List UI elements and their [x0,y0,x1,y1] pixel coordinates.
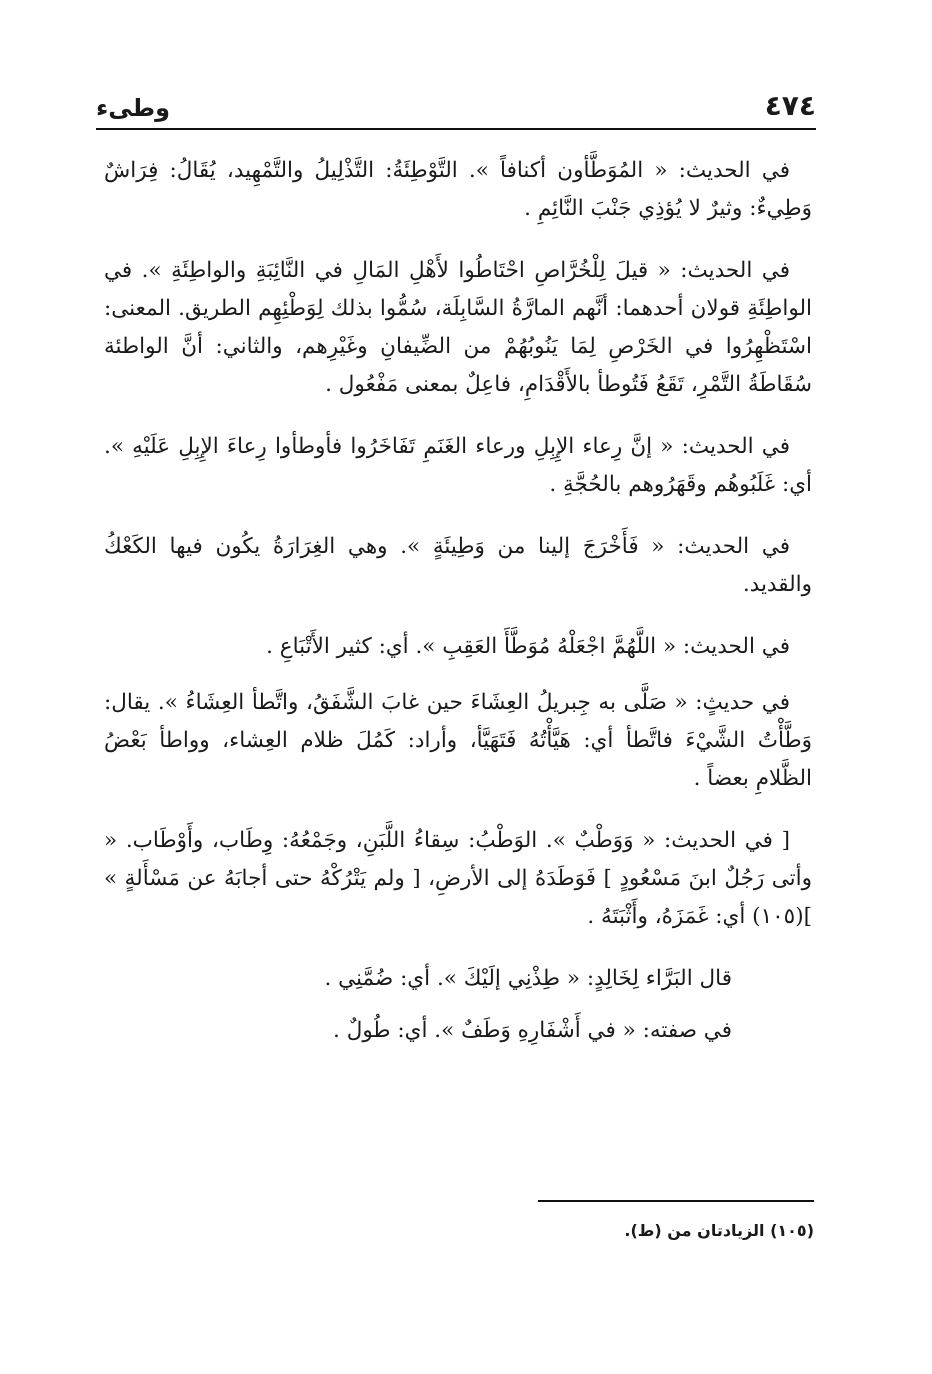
paragraph: [ في الحديث: « وَوَطْبٌ ». الوَطْبُ: سِقاءُ اللَّبَنِ، وجَمْعُهُ: وِطَاب، وأَوْطَاب. « وأتى رَجُلٌ ابنَ مَسْعُودٍ ] فَوَطَدَهُ إلى الأرضِ، [ ولم يَتْرُكْهُ حتى أجابَهُ عن مَسْأَلةٍ » ](١٠٥) أي: غَمَزَهُ، وأَثْبَتَهُ . [104,828,812,929]
footnote: (١٠٥) الزيادتان من (ط). [624,1221,814,1240]
paragraph: في الحديث: « قيلَ لِلْخُرَّاصِ احْتَاطُوا لأَهْلِ المَالِ في النَّائِبَةِ والواطِئَةِ ». في الواطِئَةِ قولان أحدهما: أنَّهم المارَّةُ السَّابِلَة، سُمُّوا بذلك لِوَطْئِهِم الطريق. المعنى: اسْتَظْهِرُوا في الخَرْصِ لِمَا يَنُوبُهُمْ من الضِّيفانِ وغَيْرِهم، والثاني: أنَّ الواطئة سُقَاطَةُ التَّمْرِ، تَقَعُ فَتُوطأ بالأَقْدَامِ، فاعِلٌ بمعنى مَفْعُول . [104,258,812,397]
header-rule [96,128,816,130]
paragraph: في الحديث: « فَأَخْرَجَ إلينا من وَطِيئَةٍ ». وهي الغِرَارَةُ يكُون فيها الكَعْكُ والقديد. [104,534,812,597]
indented-line: في صفته: « في أَشْفَارِهِ وَطَفٌ ». أي: طُولٌ . [333,1018,732,1043]
paragraph: في الحديث: « إنَّ رِعاء الإِبِلِ ورعاء الغَنَمِ تَفَاخَرُوا فأوطأوا رِعاءَ الإِبِلِ عَلَيْهِ ». أي: غَلَبُوهُم وقَهَرُوهم بالحُجَّةِ . [104,434,812,497]
running-head: وطىء [96,94,171,122]
page-header [96,76,816,120]
page-number: ٤٧٤ [764,89,816,122]
indented-line: قال البَرَّاء لِخَالِدٍ: « طِذْنِي إلَيْكَ ». أي: ضُمَّنِي . [324,966,732,991]
footnote-rule [538,1200,814,1202]
paragraph: في حديثٍ: « صَلَّى به جِبريلُ العِشَاءَ حين غابَ الشَّفَقُ، واتَّطأ العِشَاءُ ». يقال: وَطَّأْتُ الشَّيْءَ فاتَّطأ أي: هَيَّأْتُهُ فَتَهَيَّأ، وأراد: كَمُلَ ظلام العِشاء، وواطأ بَعْضُ الظَّلامِ بعضاً . [104,690,812,791]
paragraph: في الحديث: « اللَّهُمَّ اجْعَلْهُ مُوَطَّأَ العَقِبِ ». أي: كثير الأَتْبَاعِ . [266,634,790,659]
paragraph: في الحديث: « المُوَطَّأون أكنافاً ». التَّوْطِئَةُ: التَّذْلِيلُ والتَّمْهِيد، يُقَالُ: فِرَاشٌ وَطِيءٌ: وثيرٌ لا يُؤذِي جَنْبَ النَّائِمِ . [104,158,812,221]
page-body [104,152,812,1064]
